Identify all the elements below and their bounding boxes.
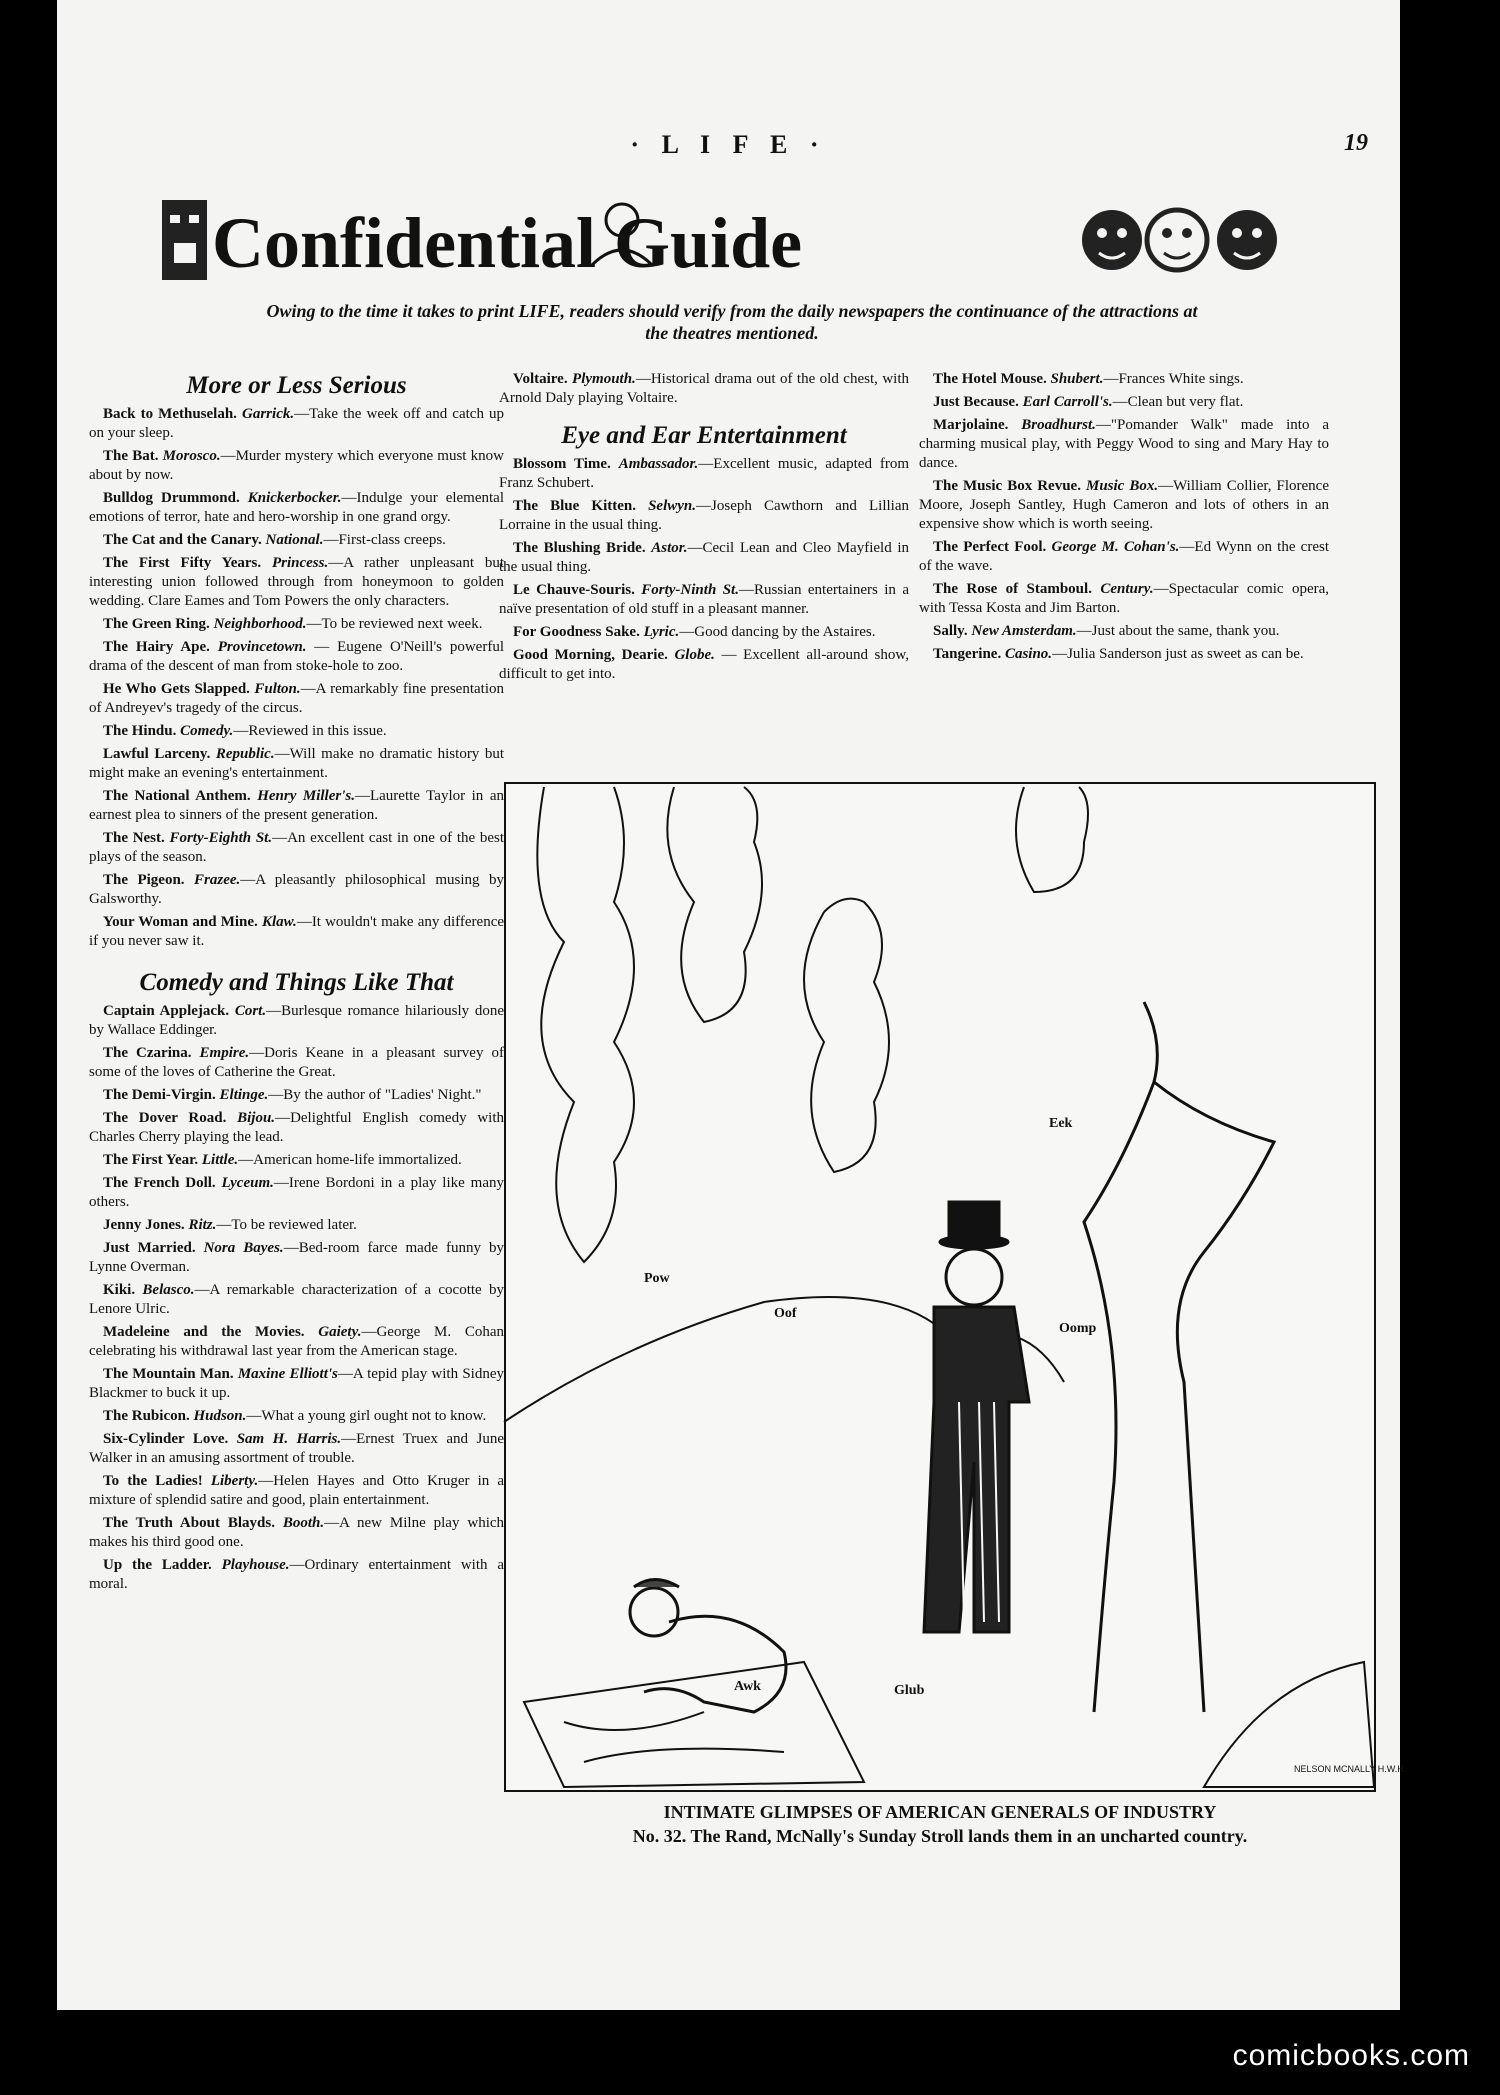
play-review: — Excellent all-around show, difficult to get into. bbox=[499, 647, 910, 682]
theatre-name: Knickerbocker. bbox=[247, 490, 342, 506]
guide-entry bbox=[89, 489, 504, 527]
label-oomp: Oomp bbox=[1059, 1321, 1097, 1336]
play-title: The Pigeon. bbox=[103, 872, 185, 888]
theatre-name: Garrick. bbox=[242, 406, 295, 422]
caption-line-1: INTIMATE GLIMPSES OF AMERICAN GENERALS OF INDUSTRY bbox=[663, 1802, 1217, 1822]
theatre-name: Broadhurst. bbox=[1021, 417, 1096, 433]
guide-entry bbox=[89, 1556, 504, 1594]
theatre-name: Nora Bayes. bbox=[203, 1240, 284, 1256]
theatre-name: Republic. bbox=[215, 746, 275, 762]
guide-entry bbox=[89, 913, 504, 951]
play-review: —Reviewed in this issue. bbox=[233, 723, 387, 739]
guide-entry bbox=[499, 623, 909, 642]
play-review: —American home-life immortalized. bbox=[238, 1152, 462, 1168]
play-title: To the Ladies! bbox=[103, 1473, 203, 1489]
column-left bbox=[89, 370, 504, 1598]
play-title: Just Because. bbox=[933, 394, 1019, 410]
play-review: —An excellent cast in one of the best plays of the season. bbox=[89, 830, 504, 865]
play-title: The Music Box Revue. bbox=[933, 478, 1081, 494]
theatre-name: Casino. bbox=[1004, 646, 1053, 662]
guide-entry bbox=[89, 1365, 504, 1403]
play-review: —First-class creeps. bbox=[323, 532, 446, 548]
theatre-name: Comedy. bbox=[180, 723, 234, 739]
guide-entry bbox=[89, 1472, 504, 1510]
cartoon-caption bbox=[504, 1800, 1376, 1848]
play-review: —Helen Hayes and Otto Kruger in a mixture of splendid satire and good, plain entertainment. bbox=[89, 1473, 505, 1508]
theatre-name: Shubert. bbox=[1050, 371, 1104, 387]
play-title: Bulldog Drummond. bbox=[103, 490, 240, 506]
play-review: —"Pomander Walk" made into a charming musical play, with Peggy Wood to sing and Mary Hay to dance. bbox=[919, 417, 1329, 471]
theatre-name: Empire. bbox=[199, 1045, 250, 1061]
play-title: The Hotel Mouse. bbox=[933, 371, 1047, 387]
play-title: The Mountain Man. bbox=[103, 1366, 234, 1382]
theatre-name: National. bbox=[265, 532, 324, 548]
guide-entry bbox=[89, 1044, 504, 1082]
play-title: Your Woman and Mine. bbox=[103, 914, 258, 930]
theatre-name: Eltinge. bbox=[219, 1087, 269, 1103]
theatre-name: Booth. bbox=[282, 1515, 325, 1531]
play-review: —Frances White sings. bbox=[1103, 371, 1244, 387]
play-title: The Hairy Ape. bbox=[103, 639, 210, 655]
guide-entry bbox=[89, 871, 504, 909]
magazine-header: · L I F E · bbox=[630, 130, 827, 159]
voltaire-list bbox=[499, 370, 909, 408]
play-title: The Blushing Bride. bbox=[513, 540, 646, 556]
theatre-name: Century. bbox=[1100, 581, 1154, 597]
theatre-name: Neighborhood. bbox=[213, 616, 307, 632]
play-title: The Truth About Blayds. bbox=[103, 1515, 275, 1531]
play-title: The Czarina. bbox=[103, 1045, 192, 1061]
serious-list bbox=[89, 405, 504, 951]
play-review: —By the author of "Ladies' Night." bbox=[268, 1087, 482, 1103]
play-review: —A remarkably fine presentation of Andreyev's tragedy of the circus. bbox=[89, 681, 504, 716]
guide-entry bbox=[89, 1430, 504, 1468]
play-review: —What a young girl ought not to know. bbox=[246, 1408, 487, 1424]
artist-signature: NELSON MCNALLY H.W.H. bbox=[1294, 1764, 1407, 1774]
guide-entry bbox=[499, 646, 909, 684]
play-title: The Hindu. bbox=[103, 723, 177, 739]
guide-entry bbox=[89, 1002, 504, 1040]
cartoon-illustration bbox=[504, 782, 1407, 1792]
guide-entry bbox=[89, 1216, 504, 1235]
guide-entry bbox=[89, 1407, 504, 1426]
guide-entry bbox=[499, 455, 909, 493]
play-review: —It wouldn't make any difference if you never saw it. bbox=[89, 914, 505, 949]
play-title: The Nest. bbox=[103, 830, 165, 846]
play-title: Le Chauve-Souris. bbox=[513, 582, 635, 598]
play-title: The Dover Road. bbox=[103, 1110, 227, 1126]
guide-entry bbox=[499, 370, 909, 408]
play-review: —A remarkable characterization of a cocotte by Lenore Ulric. bbox=[89, 1282, 505, 1317]
play-review: —Cecil Lean and Cleo Mayfield in the usual thing. bbox=[499, 540, 909, 575]
eye-ear-list bbox=[499, 455, 909, 684]
theatre-name: Bijou. bbox=[237, 1110, 276, 1126]
section-heading-comedy: Comedy and Things Like That bbox=[139, 969, 454, 996]
guide-entry bbox=[89, 1086, 504, 1105]
guide-entry bbox=[89, 447, 504, 485]
guide-entry bbox=[919, 370, 1329, 389]
theatre-name: Henry Miller's. bbox=[257, 788, 355, 804]
guide-entry bbox=[89, 405, 504, 443]
theatre-name: Belasco. bbox=[142, 1282, 195, 1298]
play-title: Lawful Larceny. bbox=[103, 746, 211, 762]
theatre-name: Morosco. bbox=[162, 448, 221, 464]
play-title: Blossom Time. bbox=[513, 456, 611, 472]
guide-entry bbox=[89, 680, 504, 718]
play-title: The Rose of Stamboul. bbox=[933, 581, 1092, 597]
guide-entry bbox=[89, 722, 504, 741]
play-review: —Will make no dramatic history but might make an evening's entertainment. bbox=[89, 746, 504, 781]
play-title: The Rubicon. bbox=[103, 1408, 190, 1424]
play-review: —A rather unpleasant but interesting union followed through from honeymoon to golden wedding. Clare Eames and Tom Powers the only characters. bbox=[89, 555, 504, 609]
play-review: —William Collier, Florence Moore, Joseph Santley, Hugh Cameron and lots of others in an expensive show which is worth seeing. bbox=[919, 478, 1330, 532]
caption-line-2: No. 32. The Rand, McNally's Sunday Stroll lands them in an uncharted country. bbox=[632, 1826, 1248, 1846]
theatre-name: Globe. bbox=[674, 647, 715, 663]
guide-entry bbox=[919, 645, 1329, 664]
theatre-name: Lyceum. bbox=[221, 1175, 274, 1191]
theatre-name: Forty-Ninth St. bbox=[641, 582, 739, 598]
play-review: —Murder mystery which everyone must know about by now. bbox=[89, 448, 504, 483]
play-title: Just Married. bbox=[103, 1240, 196, 1256]
comedy-list bbox=[89, 1002, 504, 1594]
guide-entry bbox=[89, 745, 504, 783]
theatre-name: Frazee. bbox=[194, 872, 241, 888]
theatre-name: Earl Carroll's. bbox=[1022, 394, 1113, 410]
play-title: He Who Gets Slapped. bbox=[103, 681, 250, 697]
site-watermark: comicbooks.com bbox=[1232, 2039, 1470, 2072]
play-review: —Ordinary entertainment with a moral. bbox=[89, 1557, 505, 1592]
theatre-name: Princess. bbox=[271, 555, 329, 571]
play-title: The Bat. bbox=[103, 448, 159, 464]
guide-entry bbox=[89, 1174, 504, 1212]
theatre-name: Forty-Eighth St. bbox=[169, 830, 273, 846]
play-review: —To be reviewed later. bbox=[216, 1217, 357, 1233]
play-review: —Excellent music, adapted from Franz Schubert. bbox=[499, 456, 909, 491]
label-glub: Glub bbox=[894, 1683, 925, 1698]
theatre-name: Astor. bbox=[651, 540, 688, 556]
play-title: The First Fifty Years. bbox=[103, 555, 262, 571]
guide-entry bbox=[919, 393, 1329, 412]
play-review: —Delightful English comedy with Charles Cherry playing the lead. bbox=[89, 1110, 505, 1145]
play-title: For Goodness Sake. bbox=[513, 624, 640, 640]
play-title: Kiki. bbox=[103, 1282, 136, 1298]
play-review: —Clean but very flat. bbox=[1112, 394, 1244, 410]
guide-entry bbox=[499, 497, 909, 535]
play-review: —Doris Keane in a pleasant survey of some of the loves of Catherine the Great. bbox=[89, 1045, 504, 1080]
label-awk: Awk bbox=[734, 1679, 761, 1694]
guide-entry bbox=[89, 531, 504, 550]
column-middle bbox=[499, 370, 909, 688]
page-number: 19 bbox=[1344, 130, 1368, 156]
guide-entry bbox=[89, 554, 504, 611]
section-heading-eye-ear: Eye and Ear Entertainment bbox=[561, 422, 847, 449]
play-title: Six-Cylinder Love. bbox=[103, 1431, 229, 1447]
play-review: —Just about the same, thank you. bbox=[1076, 623, 1280, 639]
section-heading-serious: More or Less Serious bbox=[186, 372, 407, 399]
guide-entry bbox=[919, 538, 1329, 576]
theatre-name: George M. Cohan's. bbox=[1051, 539, 1180, 555]
theatre-name: Lyric. bbox=[643, 624, 680, 640]
play-review: —Joseph Cawthorn and Lillian Lorraine in the usual thing. bbox=[499, 498, 909, 533]
guide-entry bbox=[89, 638, 504, 676]
guide-entry bbox=[919, 477, 1329, 534]
guide-entry bbox=[499, 581, 909, 619]
theatre-name: Hudson. bbox=[193, 1408, 247, 1424]
guide-entry bbox=[89, 1239, 504, 1277]
guide-entry bbox=[89, 615, 504, 634]
guide-entry bbox=[499, 539, 909, 577]
play-title: The Cat and the Canary. bbox=[103, 532, 262, 548]
theatre-name: Plymouth. bbox=[572, 371, 636, 387]
guide-entry bbox=[89, 1281, 504, 1319]
play-review: —Laurette Taylor in an earnest plea to sinners of the present generation. bbox=[89, 788, 504, 823]
play-title: The French Doll. bbox=[103, 1175, 216, 1191]
magazine-page bbox=[57, 0, 1407, 2010]
guide-entry bbox=[919, 622, 1329, 641]
theatre-name: New Amsterdam. bbox=[971, 623, 1077, 639]
label-pow: Pow bbox=[644, 1271, 670, 1286]
theatre-name: Maxine Elliott's bbox=[237, 1366, 338, 1382]
theatre-name: Selwyn. bbox=[648, 498, 697, 514]
play-review: —A pleasantly philosophical musing by Galsworthy. bbox=[89, 872, 504, 907]
play-review: — Eugene O'Neill's powerful drama of the descent of man from stoke-hole to zoo. bbox=[89, 639, 504, 674]
play-review: —Historical drama out of the old chest, with Arnold Daly playing Voltaire. bbox=[499, 371, 909, 406]
theatre-name: Fulton. bbox=[254, 681, 301, 697]
play-review: —Ernest Truex and June Walker in an amusing assortment of trouble. bbox=[89, 1431, 504, 1466]
play-review: —Julia Sanderson just as sweet as can be. bbox=[1052, 646, 1304, 662]
theatre-name: Ambassador. bbox=[618, 456, 699, 472]
theatre-name: Sam H. Harris. bbox=[236, 1431, 342, 1447]
banner-title: Confidential Guide bbox=[212, 203, 803, 283]
confidential-guide-banner bbox=[152, 195, 1307, 290]
play-title: The First Year. bbox=[103, 1152, 199, 1168]
play-title: The Demi-Virgin. bbox=[103, 1087, 216, 1103]
label-eek: Eek bbox=[1049, 1116, 1073, 1131]
theatre-name: Cort. bbox=[234, 1003, 267, 1019]
play-review: —Spectacular comic opera, with Tessa Kosta and Jim Barton. bbox=[919, 581, 1330, 616]
play-review: —Russian entertainers in a naïve presentation of old stuff in a pleasant manner. bbox=[499, 582, 910, 617]
guide-entry bbox=[89, 1109, 504, 1147]
play-title: Up the Ladder. bbox=[103, 1557, 212, 1573]
guide-entry bbox=[89, 787, 504, 825]
play-review: —To be reviewed next week. bbox=[306, 616, 483, 632]
play-title: Good Morning, Dearie. bbox=[513, 647, 668, 663]
play-review: —Take the week off and catch up on your sleep. bbox=[89, 406, 505, 441]
play-review: —Bed-room farce made funny by Lynne Overman. bbox=[89, 1240, 504, 1275]
play-title: The Blue Kitten. bbox=[513, 498, 636, 514]
theatre-masks-icon bbox=[1082, 210, 1277, 270]
guide-entry bbox=[89, 829, 504, 867]
play-review: —Indulge your elemental emotions of terror, hate and hero-worship in one grand orgy. bbox=[89, 490, 504, 525]
guide-entry bbox=[919, 416, 1329, 473]
banner-subtitle: Owing to the time it takes to print LIFE, readers should verify from the daily newspapers the continuance of the attractions at the theatres mentioned. bbox=[266, 301, 1198, 343]
guide-entry bbox=[89, 1514, 504, 1552]
play-title: The Green Ring. bbox=[103, 616, 210, 632]
play-review: —Good dancing by the Astaires. bbox=[679, 624, 876, 640]
play-review: —A tepid play with Sidney Blackmer to buck it up. bbox=[89, 1366, 504, 1401]
musicals-list bbox=[919, 370, 1329, 664]
tiki-mask-icon bbox=[162, 200, 207, 280]
play-title: Voltaire. bbox=[513, 371, 568, 387]
play-review: —Ed Wynn on the crest of the wave. bbox=[919, 539, 1329, 574]
play-title: Tangerine. bbox=[933, 646, 1002, 662]
play-title: The National Anthem. bbox=[103, 788, 251, 804]
theatre-name: Provincetown. bbox=[217, 639, 307, 655]
column-right bbox=[919, 370, 1329, 668]
play-title: Captain Applejack. bbox=[103, 1003, 230, 1019]
theatre-name: Music Box. bbox=[1086, 478, 1159, 494]
play-review: —Irene Bordoni in a play like many others. bbox=[89, 1175, 504, 1210]
theatre-name: Gaiety. bbox=[318, 1324, 362, 1340]
play-title: Back to Methuselah. bbox=[103, 406, 237, 422]
guide-entry bbox=[89, 1323, 504, 1361]
play-title: Jenny Jones. bbox=[103, 1217, 185, 1233]
play-title: Madeleine and the Movies. bbox=[103, 1324, 305, 1340]
guide-entry bbox=[89, 1151, 504, 1170]
play-title: The Perfect Fool. bbox=[933, 539, 1047, 555]
label-oof: Oof bbox=[774, 1306, 797, 1321]
play-review: —Burlesque romance hilariously done by Wallace Eddinger. bbox=[89, 1003, 504, 1038]
guide-entry bbox=[919, 580, 1329, 618]
theatre-name: Klaw. bbox=[261, 914, 297, 930]
theatre-name: Ritz. bbox=[188, 1217, 217, 1233]
theatre-name: Playhouse. bbox=[221, 1557, 290, 1573]
theatre-name: Little. bbox=[201, 1152, 239, 1168]
play-title: Sally. bbox=[933, 623, 968, 639]
play-review: —George M. Cohan celebrating his withdrawal last year from the American stage. bbox=[89, 1324, 505, 1359]
play-title: Marjolaine. bbox=[933, 417, 1009, 433]
theatre-name: Liberty. bbox=[210, 1473, 259, 1489]
play-review: —A new Milne play which makes his third good one. bbox=[89, 1515, 505, 1550]
